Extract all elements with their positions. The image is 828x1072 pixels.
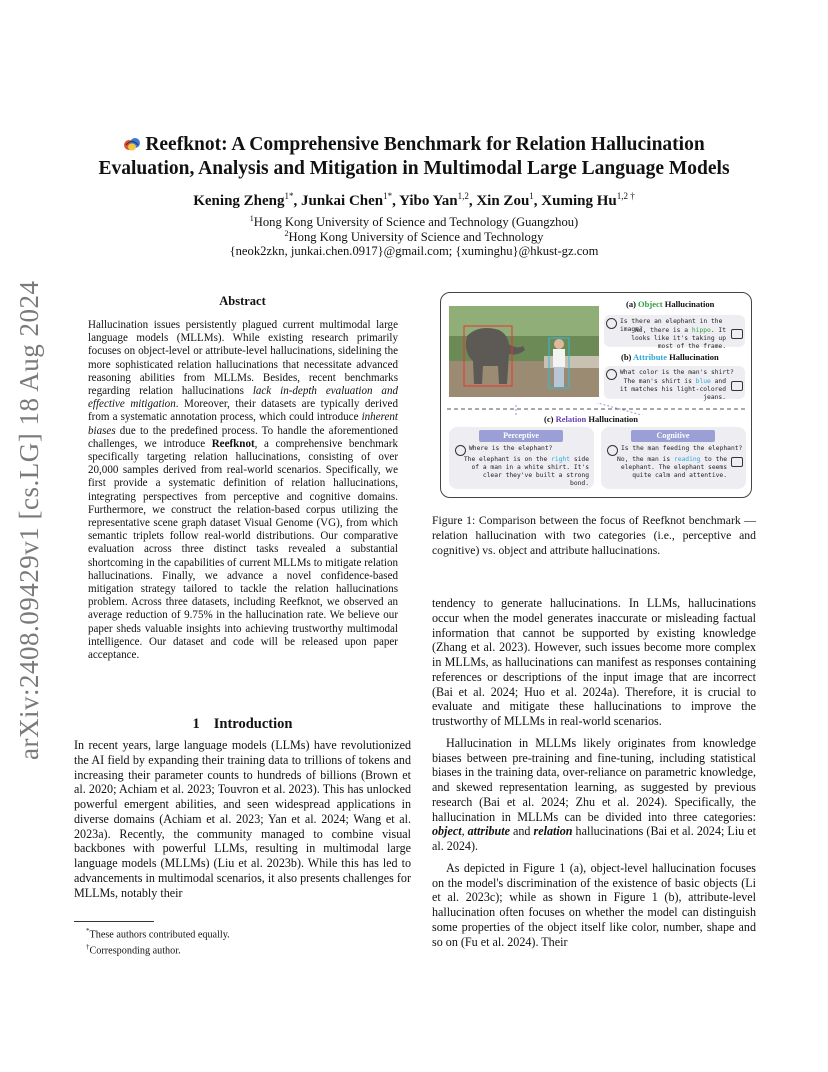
attribute-question: What color is the man's shirt? [620, 369, 734, 376]
object-answer: No, there is a hippo. It looks like it's taking up most of the frame. [631, 327, 726, 350]
perceptive-pill: Perceptive [479, 430, 563, 442]
benchmark-name: Reefknot [211, 437, 255, 450]
author-emails: {neok2zkn, junkai.chen.0917}@gmail.com; {xuminghu}@hkust-gz.com [229, 244, 599, 258]
affiliation-sup: 1 [249, 214, 254, 223]
abstract-text: due to the predefined process. To handle the aforementioned challenges, we introduce [88, 424, 398, 450]
author-sup: 1,2 [457, 191, 469, 201]
author-name: Kening Zheng [193, 193, 285, 209]
perceptive-answer: The elephant is on the right side of a man in a white shirt. It's clear they've built a strong bond. [463, 456, 589, 487]
section-title: Introduction [213, 716, 293, 732]
paragraph: tendency to generate hallucinations. In LLMs, hallucinations occur when the model generates inaccurate or misleading factual information that cannot be supported by existing knowledge (Zhang et al. 2023). However, such issues become more complex in MLLMs, as hallucinations can manifest as responses containing references or descriptions of the input image that are incorrect (Bai et al. 2024; Huo et al. 2024a). Therefore, it is crucial to evaluate and mitigate these hallucinations to improve the trustworthy of MLLMs in real-world scenarios. [432, 596, 756, 728]
paragraph: As depicted in Figure 1 (a), object-level hallucination focuses on the model's discrimination of the existence of basic objects (Li et al. 2023c); while as shown in Figure 1 (b), attribute-level hallucination often focuses on whether the model can distinguish some properties of the object itself like color, number, shape and so on (Fu et al. 2024). Their [432, 860, 756, 949]
category-object: object [432, 824, 462, 839]
abstract-heading: Abstract [219, 294, 266, 308]
cognitive-question: Is the man feeding the elephant? [621, 445, 743, 452]
author-sup: 1 [529, 191, 534, 201]
object-qa-bubble [604, 315, 745, 350]
reefknot-logo-icon [123, 135, 141, 151]
paper-title [80, 133, 748, 181]
attribute-answer: The man's shirt is blue and it matches his light-colored jeans. [619, 378, 726, 401]
author-name: Xuming Hu [541, 193, 617, 209]
perceptive-qa [449, 443, 594, 487]
title-line-1: Reefknot: A Comprehensive Benchmark for Relation Hallucination [145, 134, 705, 155]
author-sup: 1* [383, 191, 393, 201]
footnote-text: These authors contributed equally. [89, 929, 230, 941]
arxiv-identifier: arXiv:2408.09429v1 [cs.LG] 18 Aug 2024 [14, 280, 44, 760]
affiliation-1 [80, 214, 748, 230]
robot-icon [731, 329, 743, 339]
affiliation-text: Hong Kong University of Science and Technology (Guangzhou) [253, 215, 579, 230]
abstract-emphasis: inherent biases [88, 411, 398, 437]
cognitive-answer: No, the man is reading to the elephant. The elephant seems quite calm and attentive. [617, 456, 727, 479]
affiliation-sup: 2 [284, 229, 289, 238]
elephant-photo [449, 306, 599, 397]
user-icon [607, 445, 618, 456]
author-list: Kening Zheng$^{1*}$, Junkai Chen$^{1*}$, Yibo Yan$^{1,2}$, Xin Zou$^1$, Xuming $Hu^{1,2 \dagger}$ [193, 191, 635, 209]
cognitive-pill: Cognitive [631, 430, 715, 442]
footnote-mark: * [86, 927, 90, 935]
robot-icon [731, 381, 743, 391]
footnote-divider [74, 921, 154, 922]
author-sup: 1,2 † [616, 191, 635, 201]
author-name: Junkai Chen [301, 193, 384, 209]
footnote-text: Corresponding author. [89, 945, 181, 957]
abstract-text: , a comprehensive benchmark specifically targeting relation hallucinations, consisting of over 20,000 samples derived from real-world scenarios. Specifically, we first provide a systematic definition of relation hallucinations, integrating perspectives from perceptive and cognitive domains. Furthermore, we construct the relation-based corpus utilizing the representative scene graph dataset Visual Genome (VG), from which semantic triplets follow real-world distributions. Our comparative evaluation across three distinct tasks revealed a substantial shortcoming in the capabilities of current MLLMs to mitigate relation hallucinations. Finally, we advance a novel confidence-based mitigation strategy tailored to tackle the relation hallucinations problem. Across three datasets, including Reefknot, we observed an average reduction of 9.75% in the hallucination rate. We believe our paper sheds valuable insights into achieving trustworthy multimodal intelligence. Our dataset and code will be released upon paper acceptance. [88, 437, 398, 662]
abstract-body [88, 319, 398, 662]
abstract-emphasis: lack in-depth evaluation and effective mitigation [88, 385, 398, 411]
intro-paragraph: In recent years, large language models (LLMs) have revolutionized the AI field by expanding their training data to trillions of tokens and increasing their parameter counts to hundreds of billions (Brown et al. 2020; Achiam et al. 2023; Touvron et al. 2023). This has unlocked powerful emergent abilities, and seen widespread applications in diverse domains (Achiam et al. 2023; Yan et al. 2024; Wang et al. 2023a). Recently, the community managed to combine visual backbones with powerful LLMs, resulting in multimodal large language models (MLLMs) (Liu et al. 2023b). While this has led to advancements in multimodal scenarios, it also presents challenges for MLLMs, notably their [74, 738, 411, 900]
affiliation-2 [80, 229, 748, 245]
footnote [86, 941, 230, 957]
footnote [86, 925, 230, 941]
section-heading [74, 716, 411, 733]
footnotes [86, 925, 230, 958]
category-relation: relation [533, 824, 573, 839]
category-attribute: attribute [467, 824, 510, 839]
figure-caption: Figure 1: Comparison between the focus of Reefknot benchmark — relation hallucination with two categories (i.e., perceptive and cognitive) vs. object and attribute hallucinations. [432, 514, 756, 557]
object-question: Is there an elephant in the image? [620, 318, 723, 333]
abstract-text: Hallucination issues persistently plagued current multimodal large language models (MLLMs). While existing research primarily focuses on object-level or attribute-level hallucinations, sidelining the more sophisticated relation hallucinations that necessitate advanced reasoning abilities from MLLMs. Besides, recent benchmarks regarding relation hallucinations [88, 319, 398, 398]
attribute-hallucination-label: (b) Attribute Hallucination [621, 352, 719, 362]
paragraph: Hallucination in MLLMs likely originates from knowledge biases between pre-training and fine-tuning, including statistical biases in the training data, over-reliance on parametric knowledge, and skewed representation learning, as suggested by previous research (Bai et al. 2024; Zhu et al. 2024). Specifically, the hallucination in MLLMs can be divided into three categories: object, attribute and relation hallucinations (Bai et al. 2024; Liu et al. 2024). [432, 735, 756, 853]
cognitive-qa [601, 443, 746, 487]
author-sup: 1* [284, 191, 294, 201]
object-hallucination-label: (a) Object Hallucination [626, 299, 715, 309]
robot-icon [731, 457, 743, 467]
right-column-text [432, 596, 756, 956]
affiliation-text: Hong Kong University of Science and Technology [288, 230, 544, 245]
author-name: Xin Zou [476, 193, 530, 209]
section-number: 1 [192, 716, 200, 732]
figure-1 [440, 292, 752, 498]
user-icon [455, 445, 466, 456]
attribute-qa-bubble [604, 366, 745, 399]
perceptive-question: Where is the elephant? [469, 445, 553, 452]
relation-hallucination-label: (c) Relation Hallucination [544, 414, 638, 424]
footnote-mark: † [86, 943, 90, 952]
title-line-2: Evaluation, Analysis and Mitigation in Multimodal Large Language Models [98, 158, 730, 179]
abstract-text: . Moreover, their datasets are typically derived from a systematic annotation process, which could introduce [88, 398, 398, 424]
author-name: Yibo Yan [399, 193, 458, 209]
